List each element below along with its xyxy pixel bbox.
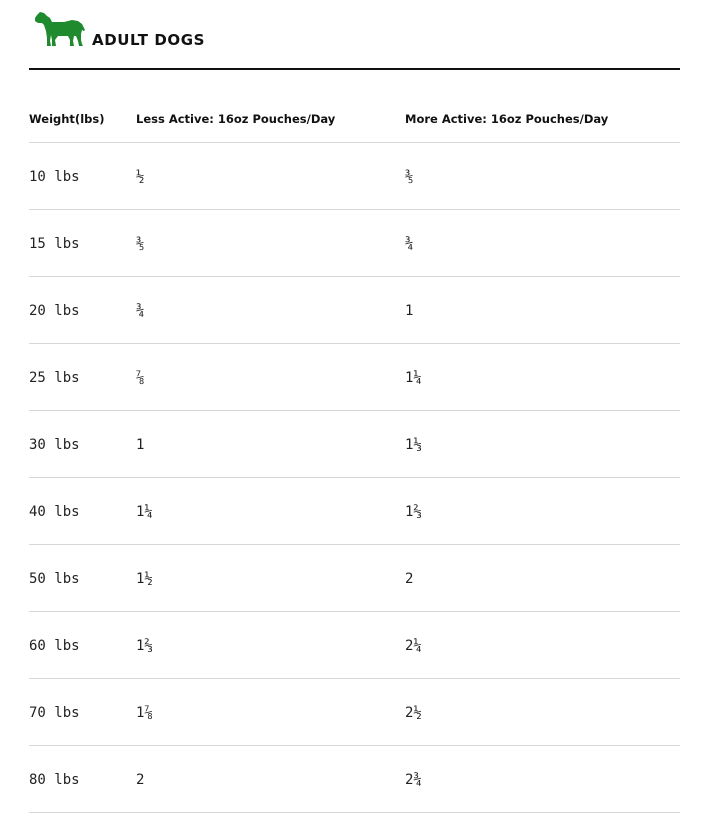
column-header-less-active: Less Active: 16oz Pouches/Day [136, 112, 336, 126]
column-header-weight: Weight(lbs) [29, 112, 105, 126]
less-active-cell: 1⅔ [136, 638, 153, 654]
table-row [29, 545, 680, 612]
section-header [34, 10, 680, 70]
less-active-cell: 1 [136, 437, 145, 453]
table-row [29, 746, 680, 813]
less-active-cell: ⅞ [136, 370, 145, 386]
less-active-cell: 1⅞ [136, 705, 153, 721]
less-active-cell: 1¼ [136, 504, 153, 520]
less-active-cell: 2 [136, 772, 145, 788]
table-row [29, 679, 680, 746]
table-row [29, 143, 680, 210]
table-row [29, 612, 680, 679]
less-active-cell: 1½ [136, 571, 153, 587]
weight-cell: 60 lbs [29, 638, 80, 654]
column-header-more-active: More Active: 16oz Pouches/Day [405, 112, 609, 126]
more-active-cell: 2¼ [405, 638, 422, 654]
table-row [29, 277, 680, 344]
weight-cell: 25 lbs [29, 370, 80, 386]
more-active-cell: 1⅓ [405, 437, 422, 453]
more-active-cell: ⅗ [405, 169, 414, 185]
dog-icon [34, 10, 86, 48]
table-header-row [29, 97, 680, 143]
feeding-table [29, 97, 680, 813]
weight-cell: 20 lbs [29, 303, 80, 319]
more-active-cell: 1⅔ [405, 504, 422, 520]
more-active-cell: ¾ [405, 236, 414, 252]
more-active-cell: 1¼ [405, 370, 422, 386]
weight-cell: 40 lbs [29, 504, 80, 520]
less-active-cell: ½ [136, 169, 145, 185]
weight-cell: 10 lbs [29, 169, 80, 185]
section-title: ADULT DOGS [92, 31, 206, 49]
weight-cell: 30 lbs [29, 437, 80, 453]
more-active-cell: 2¾ [405, 772, 422, 788]
header-divider [29, 68, 680, 70]
more-active-cell: 2½ [405, 705, 422, 721]
weight-cell: 15 lbs [29, 236, 80, 252]
less-active-cell: ⅗ [136, 236, 145, 252]
less-active-cell: ¾ [136, 303, 145, 319]
table-row [29, 478, 680, 545]
weight-cell: 70 lbs [29, 705, 80, 721]
weight-cell: 80 lbs [29, 772, 80, 788]
table-row [29, 210, 680, 277]
weight-cell: 50 lbs [29, 571, 80, 587]
table-row [29, 344, 680, 411]
more-active-cell: 2 [405, 571, 414, 587]
table-row [29, 411, 680, 478]
more-active-cell: 1 [405, 303, 414, 319]
